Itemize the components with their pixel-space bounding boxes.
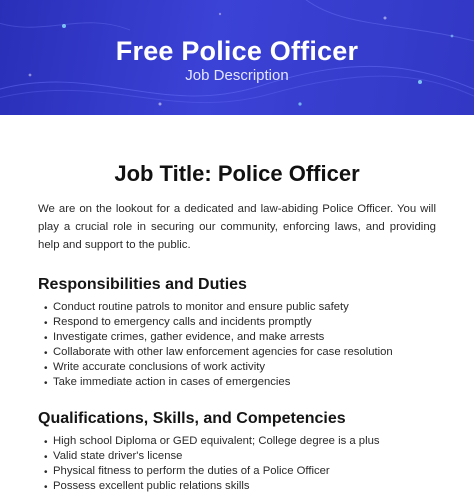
job-title: Job Title: Police Officer <box>114 161 360 186</box>
list-item: • Take immediate action in cases of emergencies <box>44 375 436 390</box>
list-item: • Write accurate conclusions of work activity <box>44 360 436 375</box>
list-item: • High school Diploma or GED equivalent; College degree is a plus <box>44 434 436 449</box>
responsibilities-heading: Responsibilities and Duties <box>38 276 247 293</box>
list-item: • Valid state driver's license <box>44 449 436 464</box>
qualifications-heading: Qualifications, Skills, and Competencies <box>38 410 346 427</box>
banner-title: Free Police Officer <box>115 36 359 66</box>
intro-paragraph: We are on the lookout for a dedicated and law-abiding Police Officer. You will play a crucial role in securing our community, enforcing laws, and providing help and support to the public. <box>38 203 436 251</box>
list-item: • Physical fitness to perform the duties of a Police Officer <box>44 464 436 479</box>
list-item: • Respond to emergency calls and incidents promptly <box>44 315 436 330</box>
list-item: • Investigate crimes, gather evidence, and make arrests <box>44 330 436 345</box>
banner-subtitle: Job Description <box>185 67 289 84</box>
header-banner <box>0 0 474 115</box>
list-item: • Conduct routine patrols to monitor and ensure public safety <box>44 300 436 315</box>
responsibilities-list <box>38 300 436 390</box>
list-item: • Collaborate with other law enforcement agencies for case resolution <box>44 345 436 360</box>
list-item: • Possess excellent public relations skills <box>44 479 436 494</box>
document-body <box>0 161 474 494</box>
qualifications-list <box>38 434 436 494</box>
